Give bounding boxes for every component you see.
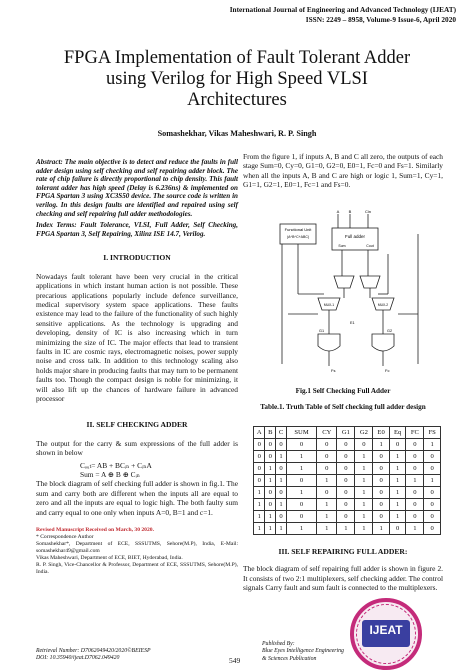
carry-equation: Cₒᵤₜ= AB + BCᵢₙ + CᵢₙA (80, 460, 152, 470)
table-cell: 1 (355, 451, 373, 463)
table-cell: 1 (317, 475, 337, 487)
table-cell: 0 (276, 511, 287, 523)
table-row (254, 499, 441, 511)
table-cell: 0 (337, 475, 355, 487)
table-cell: 1 (286, 463, 316, 475)
table-cell: 0 (373, 487, 390, 499)
publisher-name-2: & Sciences Publication (262, 655, 317, 662)
col-header-a: A (254, 427, 265, 439)
title-line-1: FPGA Implementation of Fault Tolerant Adder (63, 48, 411, 68)
fc-label: Fc (385, 368, 390, 373)
table-cell: 1 (389, 463, 406, 475)
e1-label: E1 (350, 321, 355, 325)
mux-2-label: MUX-2 (377, 303, 389, 307)
issn-line: ISSN: 2249 – 8958, Volume-9 Issue-6, April 2020 (305, 15, 456, 24)
left-column (36, 158, 238, 576)
table-cell: 0 (406, 451, 424, 463)
table-row (254, 511, 441, 523)
table-cell: 1 (276, 523, 287, 535)
col-header-g1: G1 (337, 427, 355, 439)
table-cell: 0 (373, 499, 390, 511)
table-cell: 1 (355, 463, 373, 475)
table-cell: 0 (254, 475, 265, 487)
table-cell: 0 (373, 463, 390, 475)
col-header-c: C (276, 427, 287, 439)
section-2-text-1: The output for the carry & sum expressions of the full adder is shown in below (36, 438, 238, 458)
table-cell: 0 (317, 439, 337, 451)
table-cell: 0 (286, 475, 316, 487)
author-note-1: Somashekhar*, Department of ECE, SSSUTMS, Sehore(M.P), India, E-Mail: somashekhar49@gmail.com (36, 541, 238, 555)
table-cell: 1 (276, 451, 287, 463)
right-column-intro: From the figure 1, if inputs A, B and C all zero, the outputs of each stage Sum=0, Cy=0, G1=0, G2=0, E0=1, Fc=0 and Fs=1. Similarly when all the inputs A, B and C are high or logic 1, Sum=1, Cy=1, G1=1, G2=1, E0=1, Fc=1 and Fs=0. (243, 152, 443, 190)
table-cell: 1 (389, 511, 406, 523)
table-cell: 0 (337, 451, 355, 463)
g2-label: G2 (387, 329, 393, 333)
figure-1-caption: Fig.1 Self Checking Full Adder (295, 387, 391, 395)
table-cell: 0 (406, 463, 424, 475)
table-cell: 0 (424, 487, 441, 499)
section-2-heading: II. SELF CHECKING ADDER (86, 420, 188, 430)
table-cell: 0 (317, 463, 337, 475)
table-cell: 1 (254, 499, 265, 511)
table-cell: 0 (286, 439, 316, 451)
col-header-fc: FC (406, 427, 424, 439)
footer-right (262, 641, 344, 663)
table-cell: 0 (337, 439, 355, 451)
functional-unit-sub-label: (A^B^C+ABC) (286, 235, 310, 239)
table-cell: 1 (265, 523, 276, 535)
table-cell: 0 (276, 439, 287, 451)
paper-title (30, 48, 444, 111)
seal-text: IJEAT (369, 623, 403, 637)
input-cin-label: Cin (364, 209, 372, 214)
table-cell: 1 (355, 475, 373, 487)
table-cell: 0 (373, 451, 390, 463)
table-cell: 1 (389, 487, 406, 499)
table-cell: 0 (337, 463, 355, 475)
title-line-3: Architectures (187, 90, 287, 110)
right-column-section-3 (243, 547, 443, 593)
table-cell: 0 (337, 499, 355, 511)
table-cell: 0 (276, 463, 287, 475)
table-cell: 1 (276, 475, 287, 487)
author-note-3: R. P. Singh, Vice-Chancellor & Professor, Department of ECE, SSSUTMS, Sehore(M.P), India. (36, 562, 238, 576)
self-checking-adder-figure (278, 209, 428, 384)
table-row (254, 439, 441, 451)
publisher-name: Blue Eyes Intelligence Engineering (262, 648, 344, 655)
table-cell: 0 (424, 451, 441, 463)
table-cell: 1 (286, 487, 316, 499)
doi: DOI: 10.35940/ijeat.D7062.049420 (36, 655, 120, 662)
table-cell: 1 (286, 523, 316, 535)
sum-equation: Sum = A ⊕ B ⊕ Cᵢₙ (80, 470, 140, 480)
table-cell: 1 (406, 475, 424, 487)
input-b-label: B (348, 209, 352, 214)
table-cell: 1 (355, 499, 373, 511)
input-a-label: A (336, 209, 340, 214)
table-cell: 1 (373, 523, 390, 535)
table-cell: 1 (373, 439, 390, 451)
table-cell: 0 (265, 451, 276, 463)
table-cell: 1 (254, 487, 265, 499)
cout-label: Cout (366, 244, 374, 248)
col-header-cy: CY (317, 427, 337, 439)
full-adder-label: Full adder (344, 234, 366, 239)
truth-table-header-row (254, 427, 441, 439)
table-cell: 0 (373, 511, 390, 523)
table-cell: 1 (424, 475, 441, 487)
table-cell: 0 (254, 439, 265, 451)
publisher-label: Published By: (262, 641, 295, 647)
running-header (230, 5, 456, 25)
g1-label: G1 (319, 329, 325, 333)
table-cell: 0 (286, 499, 316, 511)
table-cell: 1 (254, 523, 265, 535)
table-cell: 0 (389, 439, 406, 451)
fs-label: Fs (331, 368, 336, 373)
table-cell: 0 (317, 451, 337, 463)
table-cell: 0 (276, 487, 287, 499)
mux-1-label: MUX-1 (323, 303, 335, 307)
table-cell: 1 (389, 475, 406, 487)
table-cell: 0 (424, 523, 441, 535)
page-number: 549 (229, 656, 241, 665)
journal-name: International Journal of Engineering and Advanced Technology (IJEAT) (229, 5, 456, 14)
table-cell: 0 (265, 499, 276, 511)
title-line-2: using Verilog for High Speed VLSI (106, 69, 368, 89)
table-cell: 0 (337, 487, 355, 499)
index-terms: Index Terms: Fault Tolerance, VLSI, Full Adder, Self Checking, FPGA Spartan 3, Self Repairing, Xilinz ISE 14.7, Verilog. (36, 221, 238, 238)
table-cell: 1 (355, 523, 373, 535)
table-cell: 0 (254, 451, 265, 463)
table-cell: 1 (337, 523, 355, 535)
table-cell: 1 (355, 511, 373, 523)
table-cell: 0 (424, 511, 441, 523)
section-3-text: The block diagram of self repairing full adder is shown in figure 2. It consists of two 2:1 multiplexers, self checking adder. The control signals Carry fault and sum fault is connected to the multiplexers. (243, 564, 443, 593)
table-cell: 1 (355, 487, 373, 499)
table-row (254, 523, 441, 535)
table-cell: 1 (424, 439, 441, 451)
footer-left (36, 648, 151, 663)
section-2-text-2: The block diagram of self checking full adder is shown in fig.1. The sum and carry both are different when the inputs all are equal to zero and all the inputs are equal to logic high. The both faulty sum and carry equal to one only when inputs A=0, B=1 and c=1. (36, 479, 238, 517)
col-header-g2: G2 (355, 427, 373, 439)
table-cell: 0 (265, 439, 276, 451)
functional-unit-label: Functional Unit (284, 227, 312, 232)
table-cell: 0 (265, 487, 276, 499)
table-row (254, 451, 441, 463)
correspondence-note: * Correspondence Author (36, 534, 94, 541)
truth-table-body (254, 439, 441, 535)
section-1-text: Nowadays fault tolerant have been very crucial in the critical applications in which instant human action is not possible. These precarious applications popularly include defence surveillance, medical supervisory system space applications. These faults existence may lead to the failure of the functionality of such highly sensitive applications. As the technology is upgrading and developing, density of IC is also increasing which in turn minimizing the size of IC. The major effects that lead to transient faults in IC are cosmic rays, electromagnetic noises, power supply noise and cross talk. In addition to this technology scaling also holds major share in producing faults that may turn to be permanent faults too. Though the compact design is noble for minimizing, it will also lift up the chances of hardware failure in advanced processor (36, 271, 238, 404)
section-1-heading: I. INTRODUCTION (103, 253, 171, 263)
sum-label: Sum (338, 244, 346, 248)
table-row (254, 475, 441, 487)
table-cell: 0 (406, 439, 424, 451)
table-cell: 1 (254, 511, 265, 523)
table-cell: 1 (317, 499, 337, 511)
table-row (254, 487, 441, 499)
table-cell: 0 (337, 511, 355, 523)
table-cell: 0 (373, 475, 390, 487)
table-cell: 1 (389, 451, 406, 463)
table-cell: 0 (389, 523, 406, 535)
table-cell: 1 (265, 475, 276, 487)
table-cell: 0 (406, 487, 424, 499)
author-note-2: Vikas Maheshwari, Department of ECE, BIET, Hyderabad, India. (36, 555, 183, 562)
retrieval-number: Retrieval Number: D7062049420/2020©BEIESP (36, 648, 151, 654)
table-cell: 0 (286, 511, 316, 523)
table-cell: 0 (424, 499, 441, 511)
truth-table (253, 426, 441, 535)
table-cell: 1 (265, 463, 276, 475)
table-cell: 1 (286, 451, 316, 463)
table-cell: 0 (355, 439, 373, 451)
table-cell: 1 (265, 511, 276, 523)
table-row (254, 463, 441, 475)
table-cell: 1 (276, 499, 287, 511)
col-header-fs: FS (424, 427, 441, 439)
journal-seal-logo (350, 598, 422, 670)
author-list: Somashekhar, Vikas Maheshwari, R. P. Singh (157, 129, 317, 138)
abstract: Abstract: The main objective is to detect and reduce the faults in full adder design using self checking and self repairing adder block. The rate of chip failure is directly proportional to chip density. This fault tolerant adder has high speed (Delay is 6.236ns) & implemented on FPGA Spartan 3 using XC3S50 device. The source code is written in verilog. In this design faults are identified and repaired using self checking and self repairing full adder methodologies. (36, 158, 238, 218)
table-cell: 0 (406, 511, 424, 523)
section-3-heading: III. SELF REPAIRING FULL ADDER: (278, 547, 408, 556)
table-cell: 0 (424, 463, 441, 475)
col-header-b: B (265, 427, 276, 439)
col-header-eq: Eq (389, 427, 406, 439)
table-cell: 1 (317, 523, 337, 535)
table-cell: 0 (406, 499, 424, 511)
table-cell: 0 (317, 487, 337, 499)
table-cell: 1 (406, 523, 424, 535)
table-cell: 1 (317, 511, 337, 523)
table-1-caption: Table.1. Truth Table of Self checking full adder design (260, 403, 426, 411)
table-cell: 0 (254, 463, 265, 475)
col-header-e0: E0 (373, 427, 390, 439)
col-header-sum: SUM (286, 427, 316, 439)
table-cell: 1 (389, 499, 406, 511)
author-notes (36, 527, 238, 576)
received-note: Revised Manuscript Received on March, 30 2020. (36, 527, 154, 534)
